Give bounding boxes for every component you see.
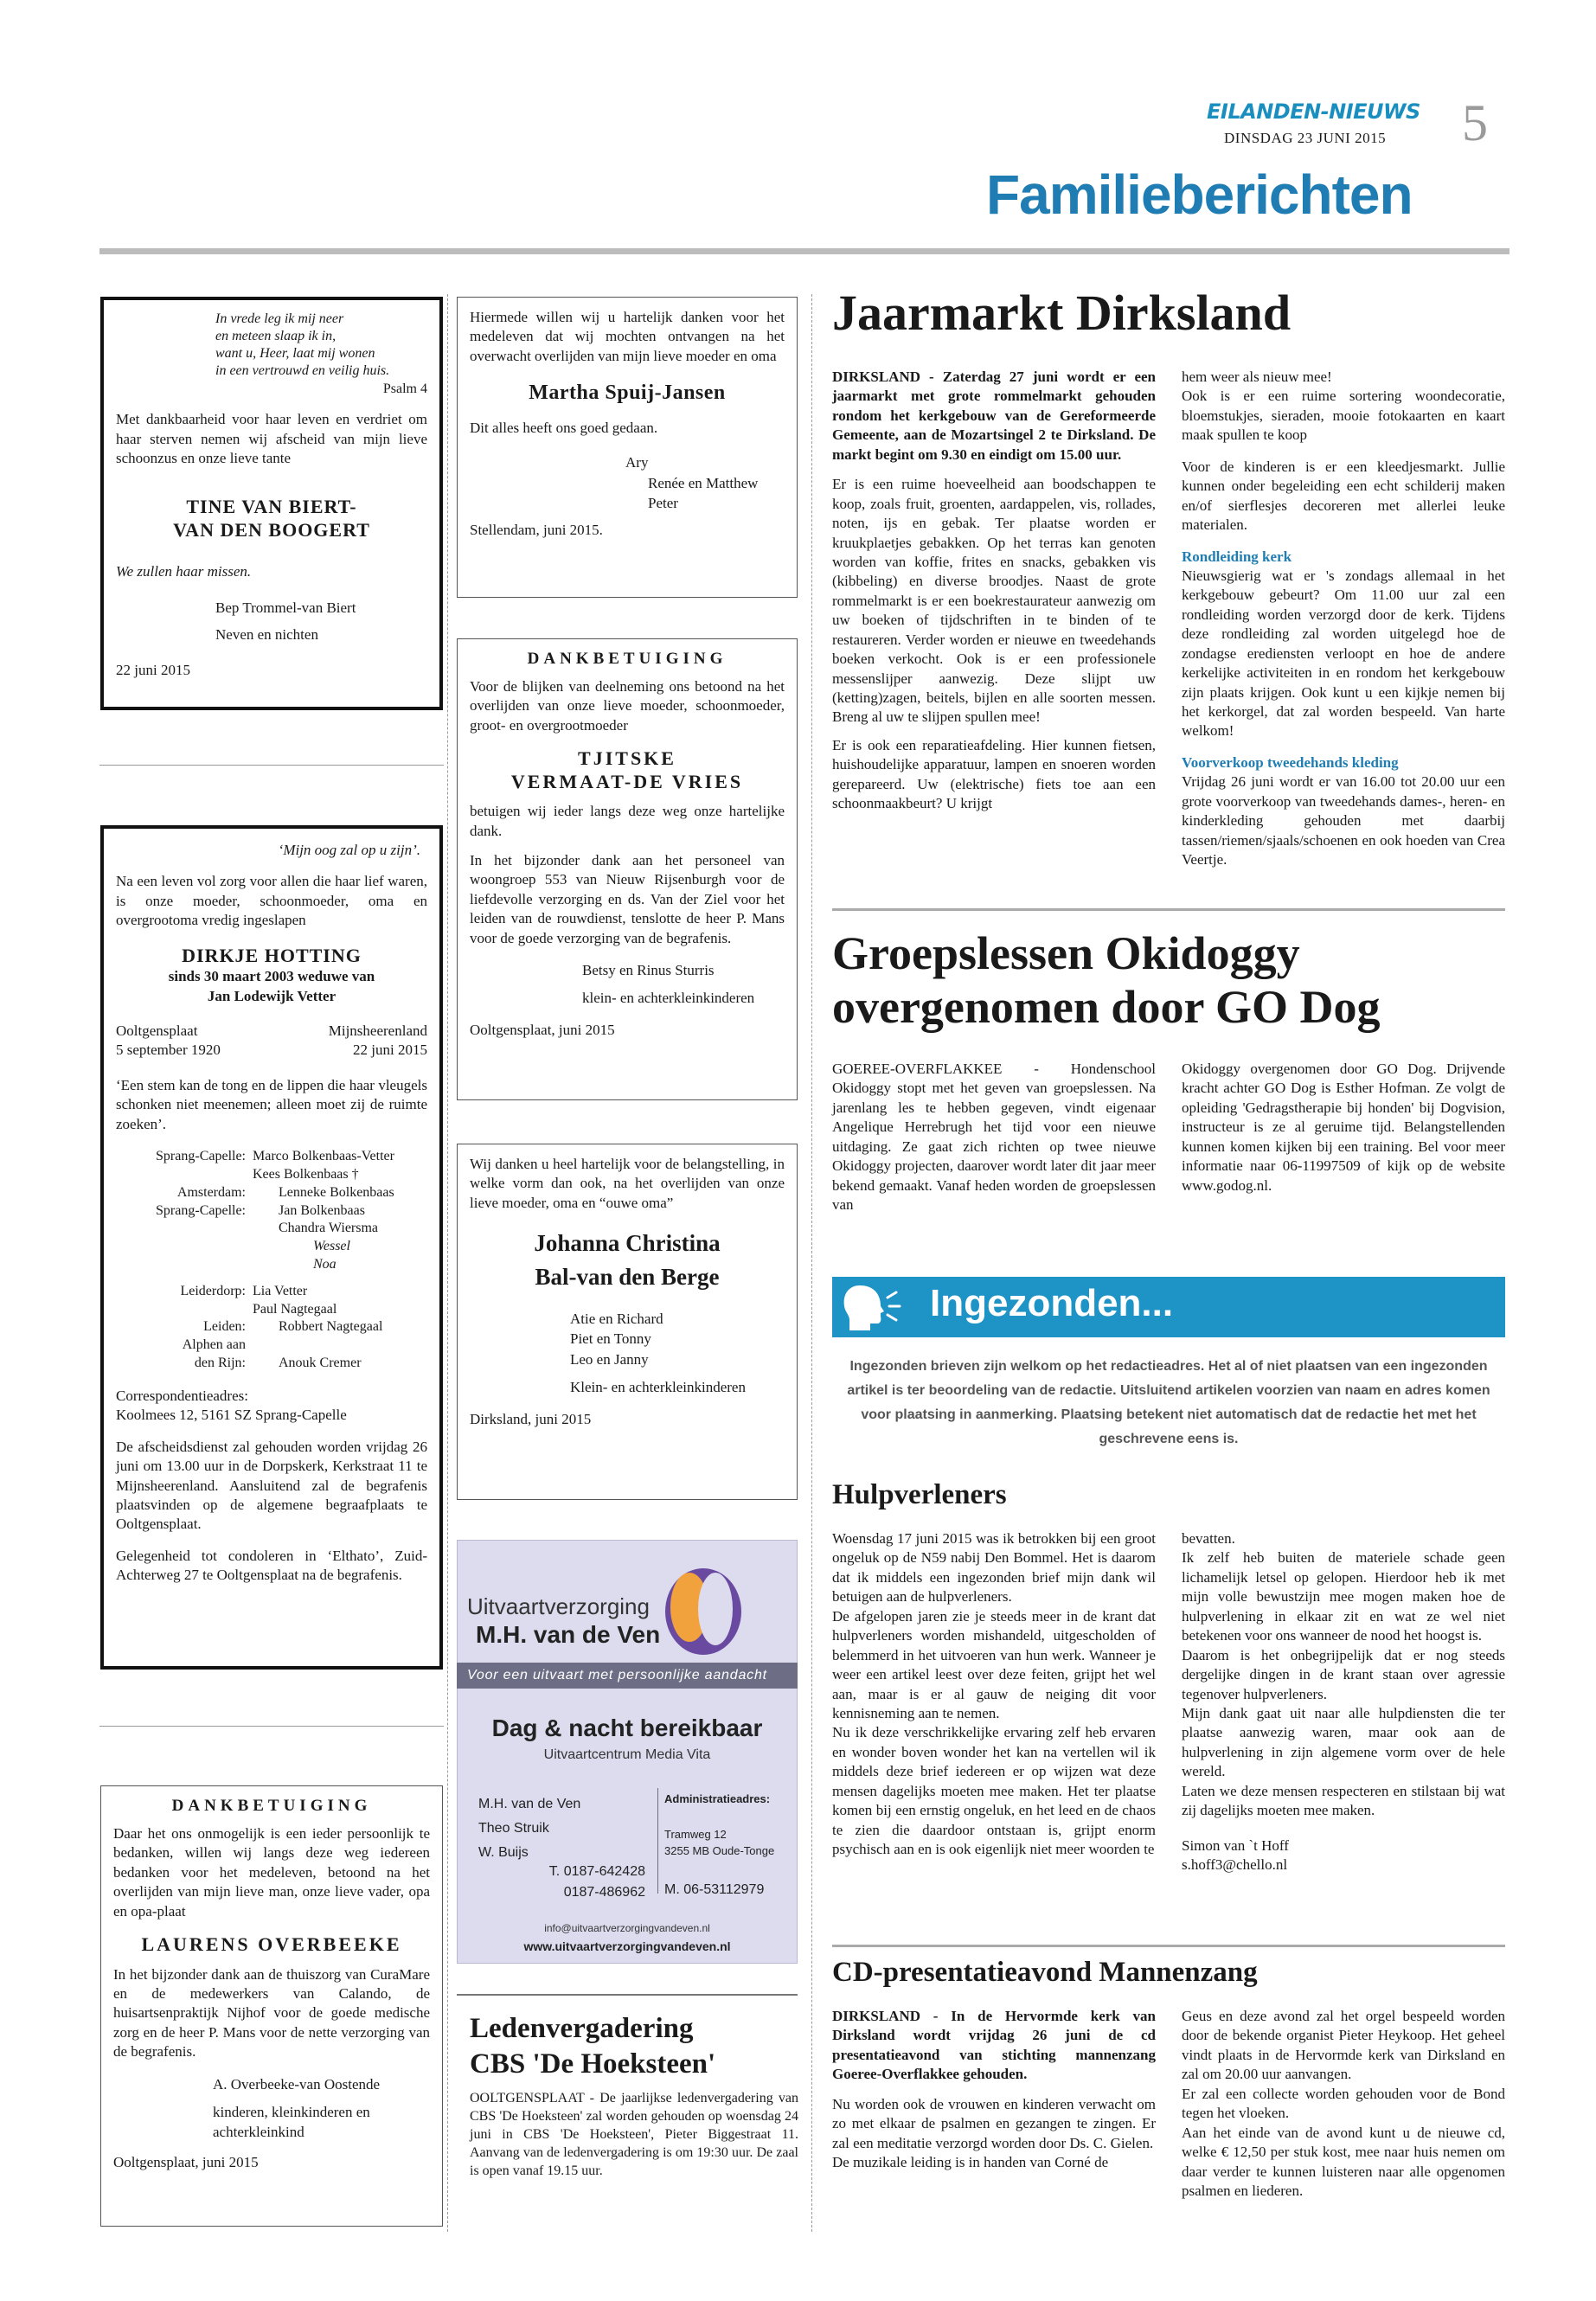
article-paragraph: Daarom is het onbegrijpelijk dat er nog steeds dergelijke dingen in de krant staan over agressie tegenover hulpverleners.	[1182, 1646, 1505, 1702]
ad-admin-address	[664, 1827, 774, 1860]
notice-poem: ‘Een stem kan de tong en de lippen die haar vleugels schonken niet meenemen; alleen moet zij de ruimte zoeken’.	[116, 1076, 427, 1132]
ad-mobile[interactable]: M. 06-53112979	[664, 1882, 765, 1897]
family-place	[116, 1220, 253, 1238]
deceased-name: DIRKJE HOTTING	[182, 944, 362, 966]
death-place: Mijnsheerenland	[328, 1022, 427, 1040]
ad-phone[interactable]: T. 0187-642428	[548, 1864, 645, 1879]
condolence-info: Gelegenheid tot condoleren in ‘Elthato’, Zuid-Achterweg 27 te Ooltgensplaat na de begrafenis.	[116, 1547, 427, 1584]
article-paragraph: Vrijdag 26 juni wordt er van 16.00 tot 20.00 uur een grote voorverkoop van tweedehands dames-, heren- en kinderkleding gehouden met daarbij tassen/riemen/sjaals/schoenen en ook hoeden van Crea Veertje.	[1182, 773, 1505, 868]
masthead-logo: EILANDEN-NIEUWS	[1207, 99, 1420, 124]
ad-tagline: Voor een uitvaart met persoonlijke aandacht	[467, 1668, 767, 1682]
signer: Piet en Tonny	[570, 1330, 651, 1348]
article-paragraph: De afgelopen jaren zie je steeds meer in de krant dat hulpverleners worden mishandeld, uitgescholden of belemmerd in het uitvoeren van hun werk. Wanneer je weer een artikel leest over deze feiten, grijpt het wel aan, maar is er al gauw de neiging dit voor kennisneming aan te nemen.	[832, 1607, 1156, 1721]
deceased-name-line: TJITSKE	[578, 747, 676, 770]
publication-date: DINSDAG 23 JUNI 2015	[1224, 130, 1387, 146]
ad-staff-name: M.H. van de Ven	[478, 1797, 581, 1811]
article-headline-line: Groepslessen Okidoggy	[832, 927, 1300, 979]
signer: Bep Trommel-van Biert	[215, 599, 356, 616]
article-column	[1182, 1060, 1505, 1195]
notice-closing: We zullen haar missen.	[116, 563, 252, 580]
family-place: Sprang-Capelle:	[156, 1202, 246, 1218]
family-list	[116, 1148, 427, 1373]
family-place: den Rijn:	[194, 1355, 246, 1370]
deceased-name	[470, 747, 785, 793]
section-title: Familieberichten	[986, 163, 1413, 226]
correspondence-label: Correspondentieadres:	[116, 1387, 248, 1404]
article-column	[832, 1529, 1156, 1859]
ingezonden-title: Ingezonden...	[930, 1282, 1174, 1324]
notice-text: In het bijzonder dank aan het personeel van woongroep 553 van Nieuw Rijsenburgh voor de liefdevolle verzorging en ds. Van der Ziel voor het leiden van de rouwdienst, tenslotte de heer P. Mans voor de goede verzorging van de begrafenis.	[470, 851, 785, 946]
family-place: Leiden:	[203, 1319, 246, 1335]
ad-admin-street: Tramweg 12	[664, 1828, 727, 1841]
notice-separator	[99, 1726, 444, 1727]
page-number: 5	[1462, 94, 1488, 151]
speaking-head-icon	[844, 1285, 884, 1330]
deceased-name-line: Johanna Christina	[534, 1230, 721, 1257]
notice-overbeeke	[100, 1785, 443, 2227]
notice-text: Hiermede willen wij u hartelijk danken voor het medeleven dat wij mochten ontvangen na het overwacht overlijden van mijn lieve moeder en oma	[470, 309, 785, 364]
signer: kinderen, kleinkinderen en achterkleinkind	[213, 2103, 370, 2141]
notice-place: Ooltgensplaat, juni 2015	[113, 2154, 259, 2171]
article-subheading: Rondleiding kerk	[1182, 548, 1292, 565]
family-names: Noa	[313, 1256, 337, 1272]
article-headline-line: Ledenvergadering	[470, 2013, 694, 2044]
article-subheading: Voorverkoop tweedehands kleding	[1182, 753, 1399, 771]
signer: Klein- en achterkleinkinderen	[570, 1378, 746, 1395]
notice-text: Dit alles heeft ons goed gedaan.	[470, 420, 658, 437]
article-paragraph: Er is ook een reparatieafdeling. Hier kunnen fietsen, huishoudelijke apparatuur, lampen en snoeren worden gerepareerd. Uw (elektrische) fiets toe aan een schoonmaakbeurt? U krijgt	[832, 736, 1156, 812]
article-headline: Jaarmarkt Dirksland	[832, 285, 1292, 341]
article-column	[832, 2007, 1156, 2173]
notice-place: Dirksland, juni 2015	[470, 1410, 592, 1427]
notice-quote: ‘Mijn oog zal op u zijn’.	[278, 842, 420, 858]
article-column	[1182, 2007, 1505, 2201]
notice-biert	[100, 297, 443, 710]
psalm-line: en meteen slaap ik in,	[215, 329, 337, 343]
deceased-name-line: Bal-van den Berge	[535, 1264, 720, 1291]
family-place	[116, 1256, 253, 1274]
notice-text: Daar het ons onmogelijk is een ieder persoonlijk te bedanken, willen wij langs deze weg iedereen bedanken voor het medeleven, betoond na het overlijden van mijn lieve man, onze lieve vader, opa en opa-plaat	[113, 1825, 430, 1920]
family-names: Jan Bolkenbaas	[279, 1202, 365, 1218]
notice-place: Ooltgensplaat, juni 2015	[470, 1021, 615, 1038]
speaking-head-icon	[888, 1292, 900, 1320]
article-paragraph: GOEREE-OVERFLAKKEE - Hondenschool Okidoggy stopt met het geven van groepslessen. Na jarenlang les te hebben gegeven, vindt eigenaar Angelique Herrebrugh het tijd voor een nieuwe uitdaging. Ze gaat zich richten op twee nieuwe Okidoggy projecten, daarover wordt later dit jaar meer bekend gemaakt. Vanaf heden worden de groepslessen van	[832, 1061, 1156, 1214]
ad-website[interactable]: www.uitvaartverzorgingvandeven.nl	[523, 1939, 731, 1953]
family-place: Alphen aan	[182, 1337, 246, 1353]
family-names: Lia Vetter	[253, 1283, 308, 1298]
article-paragraph: Er is een ruime hoeveelheid aan boodschappen te koop, zoals fruit, groenten, aardappelen, vis, rollades, noten, ijs en gebak. Ter plaatse worden er kruukplaetjes gebakken. Op het terras kan genoten worden van koffie, frites en snacks, gebakken vis (kibbeling) en diverse broodjes. Naast de grote rommelmarkt is er een boekrestaurateur aanwezig om uw boeken of tijdschriften in te binden of te restaureren. Verder worden er nieuwe en tweedehands boeken verkocht. Ook is er een professionele messenslijper aanwezig. Deze slijpt uw (ketting)zagen, beitels, bijlen en alle soorten messen. Breng al uw te slijpen spullen mee!	[832, 476, 1156, 726]
ad-email[interactable]: info@uitvaartverzorgingvandeven.nl	[544, 1922, 710, 1934]
article-column	[1182, 368, 1505, 870]
family-place: Sprang-Capelle:	[156, 1149, 246, 1164]
article-paragraph: Ik zelf heb buiten de materiele schade geen lichamelijk letsel op gelopen. Hierdoor heb ik met mijn volle bewustzijn mee mogen maken hoe de hulpverlening in elkaar zit en wat ze wel niet betekenen voor ons wanneer de nood het hoogst is.	[1182, 1549, 1505, 1644]
notice-text: Voor de blijken van deelneming ons betoond na het overlijden van onze lieve moeder, schoonmoeder, groot- en overgrootmoeder	[470, 678, 785, 734]
notice-hotting	[100, 825, 443, 1670]
article-headline: CD-presentatieavond Mannenzang	[832, 1957, 1258, 1988]
psalm-line: In vrede leg ik mij neer	[215, 311, 344, 326]
ad-admin-city: 3255 MB Oude-Tonge	[664, 1843, 775, 1857]
article-paragraph: Ook is er een ruime sortering woondecoratie, bloemstukjes, sieraden, mooie fotokaarten en kaart maak spullen te koop	[1182, 388, 1505, 444]
article-paragraph: Laten we deze mensen respecteren en stilstaan bij wat zij dagelijks moeten mee maken.	[1182, 1782, 1505, 1819]
article-headline	[832, 927, 1380, 1034]
service-info: De afscheidsdienst zal gehouden worden vrijdag 26 juni om 13.00 uur in de Dorpskerk, Kerkstraat 11 te Mijnsheerenland. Aansluitend zal de begrafenis plaatsvinden op de algemene begraafplaats te Ooltgensplaat.	[116, 1438, 427, 1533]
widow-line: sinds 30 maart 2003 weduwe van	[168, 968, 375, 985]
ad-phones	[543, 1862, 645, 1903]
notice-title: DANKBETUIGING	[171, 1797, 372, 1815]
article-paragraph: Okidoggy overgenomen door GO Dog. Drijvende kracht achter GO Dog is Esther Hofman. Ze volgt de opleiding 'Gedragstherapie bij honden' bij Dogvision, instructeur is ze al geruime tijd. Belangstellenden kunnen komen kijken bij een training. Bel voor meer informatie naar 06-11997509 of kijk op de website www.godog.nl.	[1182, 1061, 1505, 1194]
ingezonden-note: Ingezonden brieven zijn welkom op het redactieadres. Het al of niet plaatsen van een ingezonden artikel is ter beoordeling van de redactie. Uitsluitend artikelen voorzien van naam en adres komen voor plaatsing in aanmerking. Plaatsing betekent niet automatisch dat de redactie het met het geschrevene eens is.	[847, 1359, 1490, 1446]
family-place	[116, 1238, 253, 1256]
article-headline	[470, 2011, 715, 2083]
ad-subline: Uitvaartcentrum Media Vita	[543, 1747, 711, 1762]
notice-intro: Na een leven vol zorg voor allen die haar lief waren, is onze moeder, schoonmoeder, oma en overgrootoma vredig ingeslapen	[116, 873, 427, 929]
ad-admin-label: Administratieadres:	[664, 1792, 771, 1805]
article-separator	[832, 1945, 1505, 1947]
deceased-name-line: VERMAAT-DE VRIES	[510, 770, 744, 792]
signer: Atie en Richard	[570, 1310, 663, 1327]
article-headline-line: CBS 'De Hoeksteen'	[470, 2048, 716, 2080]
speaking-head-icon	[841, 1280, 901, 1334]
notice-separator	[99, 765, 444, 766]
article-separator	[832, 908, 1505, 911]
family-place: Leiderdorp:	[180, 1283, 246, 1298]
notice-title: DANKBETUIGING	[527, 650, 727, 668]
family-place	[116, 1166, 253, 1184]
psalm-line: in een vertrouwd en veilig huis.	[215, 363, 390, 378]
notice-place: Stellendam, juni 2015.	[470, 522, 603, 539]
notice-vermaat	[457, 638, 798, 1100]
ad-logo-icon	[653, 1564, 757, 1659]
ad-headline: Dag & nacht bereikbaar	[491, 1715, 763, 1741]
ad-staff-name: Theo Struik	[478, 1821, 549, 1836]
header-divider	[99, 248, 1509, 254]
notice-text: Wij danken u heel hartelijk voor de belangstelling, in welke vorm dan ook, na het overlijden van onze lieve moeder, oma en “ouwe oma”	[470, 1156, 785, 1211]
article-paragraph: Woensdag 17 juni 2015 was ik betrokken bij een groot ongeluk op de N59 nabij Den Bommel. Het is daarom dat ik middels een ingezonden brief mijn dank wil betuigen aan de hulpverleners.	[832, 1530, 1156, 1606]
article-column	[1182, 1529, 1505, 1875]
birth-date: 5 september 1920	[116, 1042, 221, 1059]
article-separator	[457, 1994, 798, 1996]
article-paragraph: Voor de kinderen is er een kleedjesmarkt. Jullie kunnen onder begeleiding een echt schilderij maken en/of sierflesjes decoreren met allerlei leuke materialen.	[1182, 458, 1505, 534]
article-paragraph: hem weer als nieuw mee!	[1182, 369, 1332, 385]
article-column	[832, 1060, 1156, 1215]
ad-logo-icon	[698, 1573, 733, 1645]
widow-line: Jan Lodewijk Vetter	[207, 987, 337, 1004]
notice-text: betuigen wij ieder langs deze weg onze hartelijke dank.	[470, 803, 785, 839]
ad-staff	[478, 1792, 580, 1865]
deceased-name-line: VAN DEN BOOGERT	[173, 518, 370, 541]
family-place	[116, 1301, 253, 1319]
article-lead: DIRKSLAND - In de Hervormde kerk van Dirksland wordt vrijdag 26 juni de cd presentatieavond van stichting mannenzang Goeree-Overflakkee gehouden.	[832, 2008, 1156, 2083]
birth-place: Ooltgensplaat	[116, 1022, 198, 1040]
family-names: Marco Bolkenbaas-Vetter	[253, 1149, 394, 1164]
deceased-name: Martha Spuij-Jansen	[529, 381, 726, 405]
signer: A. Overbeeke-van Oostende	[213, 2075, 381, 2093]
family-names: Paul Nagtegaal	[253, 1301, 337, 1317]
notice-spuij	[457, 297, 798, 598]
signer: Ary	[625, 453, 649, 471]
family-names: Lenneke Bolkenbaas	[279, 1184, 394, 1200]
ad-company-line2: M.H. van de Ven	[476, 1621, 661, 1648]
article-paragraph: Nu worden ook de vrouwen en kinderen verwacht om zo met elkaar de psalmen en gezangen te zingen. Er zal een meditatie verzorgd worden door Ds. C. Gielen.	[832, 2095, 1156, 2151]
notice-text: In het bijzonder dank aan de thuiszorg van CuraMare en de medewerkers van Calando, de huisartsenpraktijk Nijhof voor de goede medische zorg en de heer P. Mans voor de nette verzorging van de begrafenis.	[113, 1965, 430, 2061]
ad-phone[interactable]: 0187-486962	[563, 1885, 645, 1900]
article-paragraph: De muzikale leiding is in handen van Corné de	[832, 2154, 1109, 2171]
article-paragraph: Geus en deze avond zal het orgel bespeeld worden door de bekende organist Pieter Heykoop. Het geheel vindt plaats in de Hervormde kerk van Dirksland en zal om 20.00 uur aanvangen.	[1182, 2008, 1505, 2083]
deceased-name: LAURENS OVERBEEKE	[141, 1933, 402, 1956]
psalm-line: want u, Heer, laat mij wonen	[215, 346, 375, 361]
family-names: Wessel	[313, 1239, 350, 1254]
article-paragraph: Nu ik deze verschrikkelijke ervaring zelf heb ervaren en wonder boven wonder het kan na vertellen wil ik middels deze brief iedereen er op wijzen wat deze mensen dagelijks moeten mee maken. Het ter plaatse komen bij een ernstig ongeluk, en het leed en de chaos te zien die daardoor ontstaan is, grijpt enorm psychisch aan en is ook eigenlijk niet meer woorden te	[832, 1724, 1156, 1857]
family-names: Kees Bolkenbaas †	[253, 1167, 359, 1182]
notice-intro: Met dankbaarheid voor haar leven en verdriet om haar sterven nemen wij afscheid van mijn lieve schoonzus en onze lieve tante	[116, 411, 427, 466]
article-paragraph: Er zal een collecte worden gehouden voor de Bond tegen het vloeken.	[1182, 2085, 1505, 2122]
death-date: 22 juni 2015	[353, 1042, 427, 1059]
ad-company-line1: Uitvaartverzorging	[467, 1593, 650, 1619]
letter-email[interactable]: s.hoff3@chello.nl	[1182, 1856, 1288, 1873]
signer: Renée en Matthew	[648, 474, 759, 491]
correspondence-address: Koolmees 12, 5161 SZ Sprang-Capelle	[116, 1407, 347, 1424]
ad-staff-name: W. Buijs	[478, 1845, 529, 1860]
article-paragraph: bevatten.	[1182, 1530, 1235, 1547]
article-headline: Hulpverleners	[832, 1479, 1007, 1510]
signer: Neven en nichten	[215, 626, 318, 644]
family-names: Chandra Wiersma	[279, 1221, 379, 1236]
signer: Peter	[648, 495, 678, 512]
family-place: Amsterdam:	[176, 1184, 246, 1200]
notice-date: 22 juni 2015	[116, 662, 190, 679]
deceased-name-line: TINE VAN BIERT-	[186, 496, 357, 518]
deceased-name	[470, 1227, 785, 1294]
signer: klein- en achterkleinkinderen	[582, 989, 755, 1006]
article-lead: DIRKSLAND - Zaterdag 27 juni wordt er een jaarmarkt met grote rommelmarkt gehouden rondom het kerkgebouw van de Gereformeerde Gemeente, aan de Mozartsingel 2 te Dirksland. De markt begint om 9.30 en eindigt om 15.00 uur.	[832, 369, 1156, 463]
signer: Leo en Janny	[570, 1351, 649, 1368]
family-names: Anouk Cremer	[279, 1355, 362, 1370]
article-body: OOLTGENSPLAAT - De jaarlijkse ledenvergadering van CBS 'De Hoeksteen' zal worden gehouden op woensdag 24 juni in CBS 'De Hoeksteen', Pieter Biggestraat 11. Aanvang van de ledenvergadering is om 19:30 uur. De zaal is open vanaf 19.15 uur.	[470, 2091, 798, 2179]
family-names: Robbert Nagtegaal	[279, 1319, 383, 1335]
article-column	[832, 368, 1156, 814]
ad-divider	[657, 1788, 658, 1894]
article-paragraph: Mijn dank gaat uit naar alle hulpdiensten die ter plaatse aanwezig waren, maar ook aan de hulpverlening in zijn algemene vorm over de hele wereld.	[1182, 1704, 1505, 1780]
column-divider	[811, 294, 812, 2232]
article-paragraph: Aan het einde van de avond kunt u de nieuwe cd, welke € 12,50 per stuk kost, mee naar huis nemen om daar verder te kunnen luisteren naar alle opgenomen psalmen en liederen.	[1182, 2124, 1505, 2199]
deceased-name	[116, 496, 427, 542]
notice-bal	[457, 1144, 798, 1500]
letter-author: Simon van `t Hoff	[1182, 1836, 1289, 1854]
column-divider	[447, 294, 448, 2232]
article-paragraph: Nieuwsgierig wat er 's zondags allemaal in het kerkgebouw gebeurt? Om 11.00 uur zal een rondleiding worden verzorgd door de kerk. Tijdens deze rondleiding zal worden uitgelegd hoe de zondagse erediensten verloopt en hoe de andere kerkelijke activiteiten in en rondom het kerkgebouw zijn plaats krijgen. Ook kunt u een kijkje nemen bij het kerkorgel, dat zal worden bespeeld. Van harte welkom!	[1182, 567, 1505, 740]
article-headline-line: overgenomen door GO Dog	[832, 980, 1381, 1033]
signer: Betsy en Rinus Sturris	[582, 962, 715, 979]
psalm-reference: Psalm 4	[382, 381, 427, 396]
